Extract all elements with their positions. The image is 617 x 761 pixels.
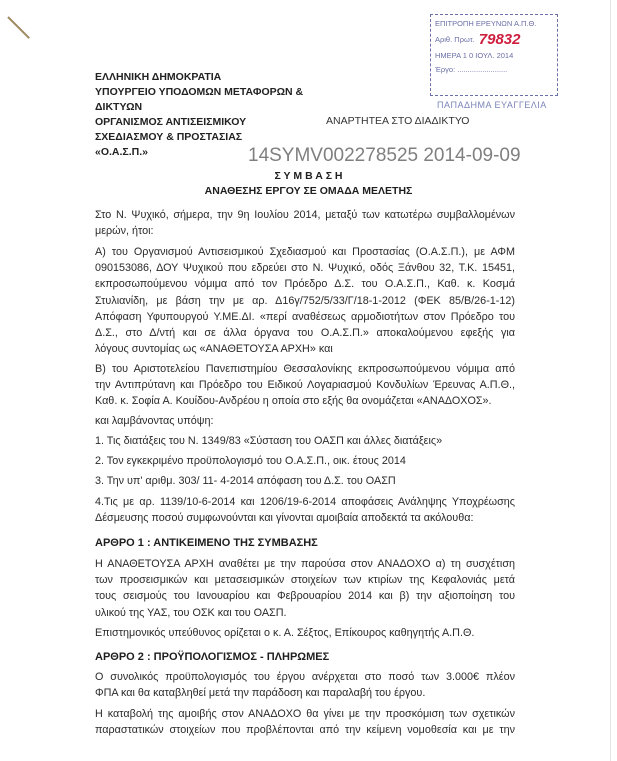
paragraph xyxy=(95,453,515,469)
text-line: ΦΠΑ και θα καταβληθεί μετά την παράδοση και παραλαβή του έργου. xyxy=(95,687,426,700)
stamp-number: 79832 xyxy=(478,31,521,49)
text-line: Στυλιανίδη, με βάση την με αρ. Δ16γ/752/5/33/Γ/18-1-2012 (ΦΕΚ 85/Β/26-1-12) xyxy=(95,294,515,307)
paragraph xyxy=(95,669,515,701)
text-line: 090153086, ΔΟΥ Ψυχικού που εδρεύει στο Ν. Ψυχικό, οδός Ξάνθου 32, Τ.Κ. 15451, xyxy=(95,262,515,275)
text-line: τους σεισμούς του Ιανουαρίου και Φεβρουαρίου 2014 και β) την αξιοποίηση του xyxy=(95,590,515,603)
header-line: ΔΙΚΤΥΩΝ xyxy=(95,101,143,113)
protocol-stamp xyxy=(430,14,558,96)
text-line: Δέσμευσης ποσού συμφωνούνται και γίνονται αμοιβαία αποδεκτά τα ακόλουθα: xyxy=(95,512,474,525)
document-subtitle: ΑΝΑΘΕΣΗΣ ΕΡΓΟΥ ΣΕ ΟΜΑΔΑ ΜΕΛΕΤΗΣ xyxy=(204,185,413,197)
text-line: των προσεισμικών και μετασεισμικών στοιχείων των κτιρίων της Κεφαλονιάς μετά xyxy=(95,574,515,587)
stamp-date: ΗΜΕΡΑ 1 0 ΙΟΥΛ. 2014 xyxy=(435,51,514,60)
text-line: 3. Την υπ' αριθμ. 303/ 11- 4-2014 απόφαση του Δ.Σ. του ΟΑΣΠ xyxy=(95,475,396,487)
header-line: ΣΧΕΔΙΑΣΜΟΥ & ΠΡΟΣΤΑΣΙΑΣ xyxy=(95,131,243,143)
text-line: Δ.Σ., στο Δ/ντή και σε άλλα όργανα του Ο.Α.Σ.Π.» αποκαλούμενου εφεξής για xyxy=(95,327,515,340)
paragraph xyxy=(95,706,515,738)
text-line: Β) του Αριστοτελείου Πανεπιστημίου Θεσσαλονίκης εκπροσωπούμενου νόμιμα από xyxy=(95,363,515,375)
paragraph xyxy=(95,556,515,621)
stamp-name: ΠΑΠΑΔΗΜΑ ΕΥΑΓΓΕΛΙΑ xyxy=(437,100,547,110)
paragraph xyxy=(95,494,515,526)
document-title: Σ Υ Μ Β Α Σ Η xyxy=(274,170,343,182)
paragraph xyxy=(95,244,515,357)
header-line: ΟΡΓΑΝΙΣΜΟΣ ΑΝΤΙΣΕΙΣΜΙΚΟΥ xyxy=(95,116,247,128)
paragraph xyxy=(95,433,515,449)
text-line: Ο συνολικός προϋπολογισμός του έργου ανέρχεται στο ποσό των 3.000€ πλέον xyxy=(95,671,515,683)
text-line: 1. Τις διατάξεις του Ν. 1349/83 «Σύσταση του ΟΑΣΠ και άλλες διατάξεις» xyxy=(95,435,443,447)
paragraph xyxy=(95,473,515,489)
stamp-line: ΕΠΙΤΡΟΠΗ ΕΡΕΥΝΩΝ Α.Π.Θ. xyxy=(435,19,537,28)
text-line: μερών, ήτοι: xyxy=(95,225,154,238)
text-line: λόγους συντομίας ως «ΑΝΑΘΕΤΟΥΣΑ ΑΡΧΗ» και xyxy=(95,343,333,356)
article-heading: ΑΡΘΡΟ 1 : ΑΝΤΙΚΕΙΜΕΝΟ ΤΗΣ ΣΥΜΒΑΣΗΣ xyxy=(95,537,318,549)
header-line: ΥΠΟΥΡΓΕΙΟ ΥΠΟΔΟΜΩΝ ΜΕΤΑΦΟΡΩΝ & xyxy=(95,86,304,98)
article-heading: ΑΡΘΡΟ 2 : ΠΡΟΫΠΟΛΟΓΙΣΜΟΣ - ΠΛΗΡΩΜΕΣ xyxy=(95,651,330,663)
header-line: ΕΛΛΗΝΙΚΗ ΔΗΜΟΚΡΑΤΙΑ xyxy=(95,71,222,83)
text-line: Α) του Οργανισμού Αντισεισμικού Σχεδιασμού και Προστασίας (Ο.Α.Σ.Π.), με ΑΦΜ xyxy=(95,246,515,258)
text-line: παραστατικών στοιχείων που προβλέπονται από την κείμενη νομοθεσία και με την xyxy=(95,724,515,737)
text-line: 4.Τις με αρ. 1139/10-6-2014 και 1206/19-6-2014 αποφάσεις Ανάληψης Υποχρέωσης xyxy=(95,496,515,508)
text-line: Η ΑΝΑΘΕΤΟΥΣΑ ΑΡΧΗ αναθέτει με την παρούσα στον ΑΝΑΔΟΧΟ α) τη συσχέτιση xyxy=(95,558,515,570)
stamp-protocol-row xyxy=(435,31,553,49)
stamp-line: Αριθ. Πρωτ. xyxy=(435,35,475,44)
scan-edge xyxy=(610,0,611,761)
posting-note: ΑΝΑΡΤΗΤΕΑ ΣΤΟ ΔΙΑΔΙΚΤΥΟ xyxy=(326,115,470,127)
text-line: Στο Ν. Ψυχικό, σήμερα, την 9η Ιουλίου 2014, μεταξύ των κατωτέρω συμβαλλομένων xyxy=(95,209,515,221)
text-line: την Αντιπρύτανη και Πρόεδρο του Ειδικού Λογαριασμού Κονδυλίων Έρευνας Α.Π.Θ., xyxy=(95,379,515,392)
watermark: 14SYMV002278525 2014-09-09 xyxy=(248,145,521,166)
paragraph xyxy=(95,413,515,429)
stamp-line: Έργο: ........................ xyxy=(435,65,508,74)
text-line: Η καταβολή της αμοιβής στον ΑΝΑΔΟΧΟ θα γίνει με την προσκόμιση των σχετικών xyxy=(95,708,515,720)
text-line: Απόφαση Υφυπουργού Υ.ΜΕ.ΔΙ. «περί αναθέσεως αρμοδιοτήτων στον Πρόεδρο του xyxy=(95,310,515,323)
paragraph xyxy=(95,361,515,410)
paragraph xyxy=(95,625,515,641)
text-line: Επιστημονικός υπεύθυνος ορίζεται ο κ. Α. Σέξτος, Επίκουρος καθηγητής Α.Π.Θ. xyxy=(95,627,475,639)
text-line: Καθ. κ. Σοφία Α. Κουίδου-Ανδρέου η οποία στο εξής θα ονομάζεται «ΑΝΑΔΟΧΟΣ». xyxy=(95,395,492,408)
text-line: εκπροσωπούμενου νόμιμα από τον Πρόεδρο Δ.Σ. του Ο.Α.Σ.Π., Καθ. κ. Κοσμά xyxy=(95,278,515,291)
header-line: «Ο.Α.Σ.Π.» xyxy=(95,146,148,158)
text-line: και λαμβάνοντας υπόψη: xyxy=(95,415,214,427)
paragraph xyxy=(95,207,515,239)
text-line: υλικού της ΥΑΣ, του ΟΣΚ και του ΟΑΣΠ. xyxy=(95,606,287,619)
text-line: 2. Τον εγκεκριμένο προϋπολογισμό του Ο.Α.Σ.Π., οικ. έτους 2014 xyxy=(95,455,406,467)
pen-mark xyxy=(7,16,30,39)
